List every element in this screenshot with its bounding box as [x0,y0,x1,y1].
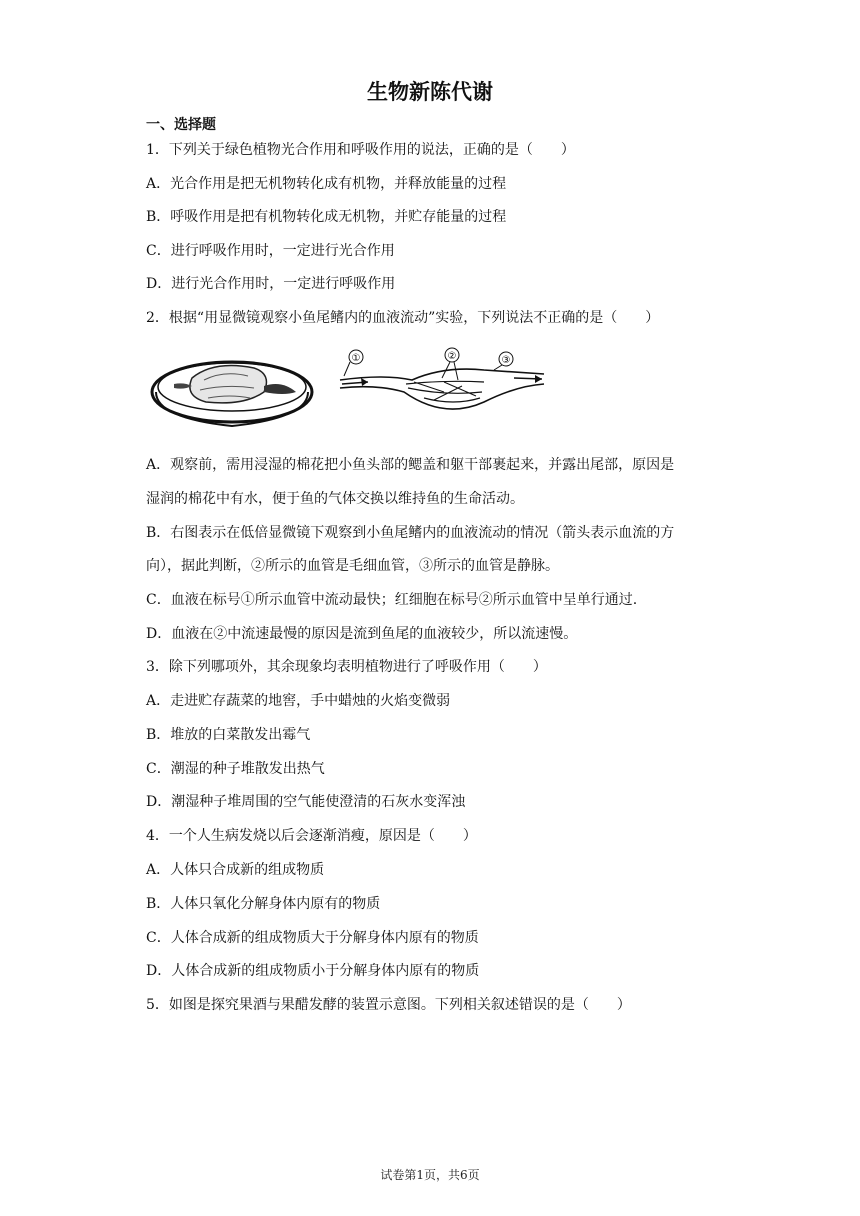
question-2: 2．根据“用显微镜观察小鱼尾鳍内的血液流动”实验，下列说法不正确的是（ ） [146,310,660,326]
petri-dish-image [152,362,312,426]
blood-flow-diagram [340,348,544,409]
option-3c: C．潮湿的种子堆散发出热气 [146,761,325,777]
option-1a: A．光合作用是把无机物转化成有机物，并释放能量的过程 [146,176,507,192]
page-title: 生物新陈代谢 [367,80,493,104]
vessel-label-2: ② [447,351,457,362]
option-2b-line1: B．右图表示在低倍显微镜下观察到小鱼尾鳍内的血液流动的情况（箭头表示血流的方 [146,525,675,541]
question-3: 3．除下列哪项外，其余现象均表明植物进行了呼吸作用（ ） [146,659,547,675]
option-2b-line2: 向），据此判断，②所示的血管是毛细血管，③所示的血管是静脉。 [146,558,559,574]
option-1b: B．呼吸作用是把有机物转化成无机物，并贮存能量的过程 [146,209,507,225]
question-4: 4．一个人生病发烧以后会逐渐消瘦，原因是（ ） [146,828,477,844]
option-1d: D．进行光合作用时，一定进行呼吸作用 [146,276,396,292]
page-footer: 试卷第1页，共6页 [380,1168,480,1182]
option-2c: C．血液在标号①所示血管中流动最快；红细胞在标号②所示血管中呈单行通过. [146,592,638,608]
vessel-label-1: ① [351,353,361,364]
vessel-label-3: ③ [501,355,511,366]
fish-tail-figure [144,340,554,440]
question-1: 1．下列关于绿色植物光合作用和呼吸作用的说法，正确的是（ ） [146,142,575,158]
option-4d: D．人体合成新的组成物质小于分解身体内原有的物质 [146,963,480,979]
option-4c: C．人体合成新的组成物质大于分解身体内原有的物质 [146,930,479,946]
option-3b: B．堆放的白菜散发出霉气 [146,727,311,743]
section-heading: 一、选择题 [146,117,216,133]
option-3d: D．潮湿种子堆周围的空气能使澄清的石灰水变浑浊 [146,794,466,810]
option-1c: C．进行呼吸作用时，一定进行光合作用 [146,243,395,259]
option-3a: A．走进贮存蔬菜的地窖，手中蜡烛的火焰变微弱 [146,693,451,709]
option-4b: B．人体只氧化分解身体内原有的物质 [146,896,381,912]
question-5: 5．如图是探究果酒与果醋发酵的装置示意图。下列相关叙述错误的是（ ） [146,997,631,1013]
option-2a-line1: A．观察前，需用浸湿的棉花把小鱼头部的鳃盖和躯干部裹起来，并露出尾部，原因是 [146,457,675,473]
option-2d: D．血液在②中流速最慢的原因是流到鱼尾的血液较少，所以流速慢。 [146,626,578,642]
option-2a-line2: 湿润的棉花中有水，便于鱼的气体交换以维持鱼的生命活动。 [146,491,524,507]
option-4a: A．人体只合成新的组成物质 [146,862,325,878]
